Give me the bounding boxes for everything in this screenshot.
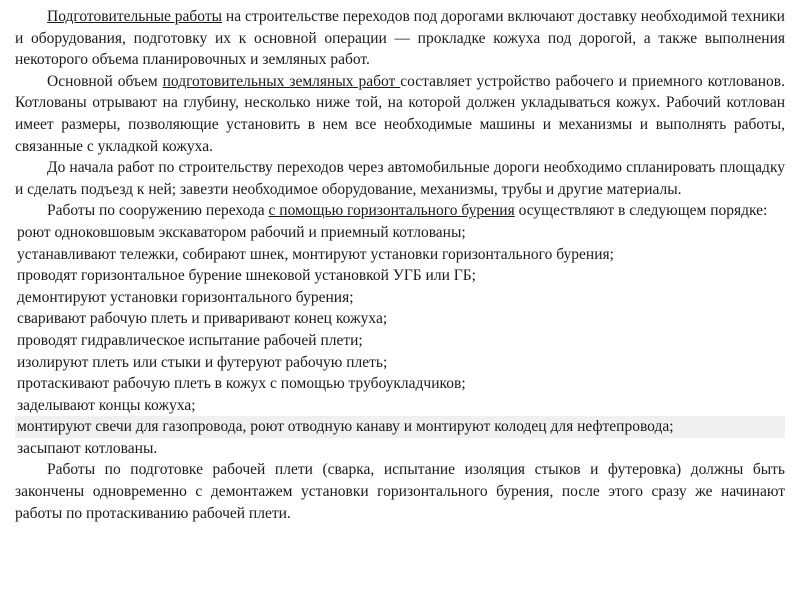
steps-list [15,222,785,460]
paragraph-earthworks [15,71,785,157]
paragraph-site-preparation: До начала работ по строительству переходов через автомобильные дороги необходимо спланировать площадку и сделать подъезд к ней; завезти необходимое оборудование, механизмы, трубы и другие материалы. [15,159,785,198]
list-item: изолируют плеть или стыки и футеруют рабочую плеть; [17,353,388,371]
underlined-term: Подготовительные работы [47,8,223,25]
list-item: роют одноковшовым экскаватором рабочий и приемный котлованы; [17,223,466,241]
document-text [15,6,785,524]
underlined-term: подготовительных земляных работ [162,72,401,90]
paragraph-preparatory-works [15,6,785,71]
list-item: демонтируют установки горизонтального бурения; [17,288,354,306]
paragraph-text: Основной объем [47,72,163,90]
list-item: засыпают котлованы. [17,439,158,457]
paragraph-text: осуществляют в следующем порядке: [514,202,768,220]
list-item: сваривают рабочую плеть и приваривают конец кожуха; [17,310,388,328]
list-item: монтируют свечи для газопровода, роют отводную канаву и монтируют колодец для нефтепровода; [15,416,785,438]
list-item: заделывают концы кожуха; [17,396,196,414]
paragraph-text: составляет устройство рабочего и приемного котлованов. Котлованы отрывают на глубину, несколько ниже той, на которой должен укладываться кожух. Рабочий котлован имеет размеры, позволяющие установить в нем все необходимые машины и механизмы и выполнять работы, связанные с укладкой кожуха. [15,72,785,155]
paragraph-pipe-string: Работы по подготовке рабочей плети (сварка, испытание изоляция стыков и футеровка) должны быть закончены одновременно с демонтажем установки горизонтального бурения, после этого сразу же начинают работы по протаскиванию рабочей плети. [15,461,785,522]
list-item: протаскивают рабочую плеть в кожух с помощью трубоукладчиков; [17,375,466,393]
list-item: проводят гидравлическое испытание рабочей плети; [17,331,363,349]
underlined-term: с помощью горизонтального бурения [268,202,515,220]
list-item: устанавливают тележки, собирают шнек, монтируют установки горизонтального бурения; [17,245,614,263]
paragraph-text: Работы по сооружению перехода [47,202,269,220]
paragraph-boring-intro [15,200,785,222]
list-item: проводят горизонтальное бурение шнековой установкой УГБ или ГБ; [17,267,476,285]
paragraph-text: на строительстве переходов под дорогами включают доставку необходимой техники и оборудования, подготовку их к основной операции — прокладке кожуха под дорогой, а также выполнения некоторого объема планировочных и земляных работ. [15,8,785,69]
